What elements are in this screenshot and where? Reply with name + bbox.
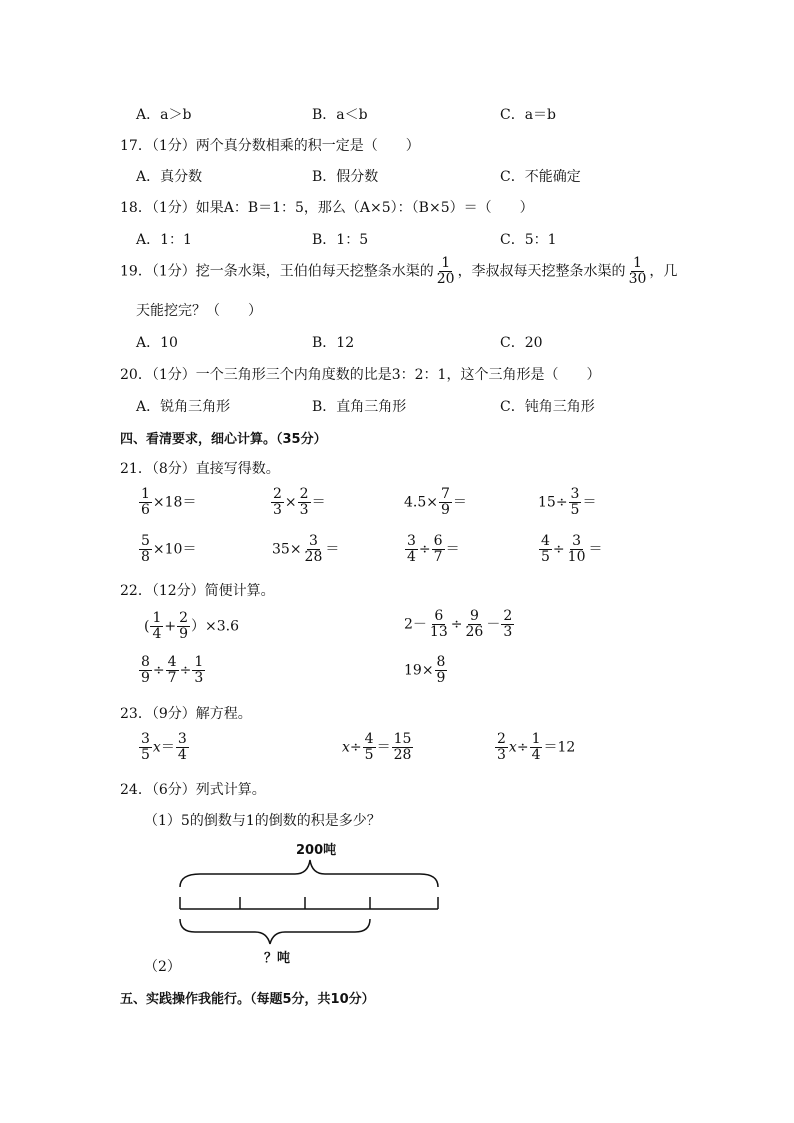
q16-option-b: B．a＜b xyxy=(312,107,368,123)
q22-expr-2: 2－ $\frac{6}{13}$ ÷ $\frac{9}{26}$ － $\frac{2}{3}$ xyxy=(404,608,513,640)
q18-option-c: C．5：1 xyxy=(500,232,557,248)
q21-item-3: 4.5× $\frac{7}{9}$ ＝ xyxy=(404,486,467,518)
q19-option-c: C．20 xyxy=(500,335,543,351)
q21-item-4: 15÷ $\frac{3}{5}$ ＝ xyxy=(538,486,597,518)
q17-option-c: C．不能确定 xyxy=(500,169,581,185)
q17-option-a: A．真分数 xyxy=(136,169,203,185)
q24-sub2: （2） xyxy=(144,959,181,975)
q16-option-a: A．a＞b xyxy=(136,107,192,123)
q18-stem: 18．（1分）如果A：B＝1：5，那么（A×5）：（B×5）＝（ ） xyxy=(120,200,534,216)
q16-option-c: C．a＝b xyxy=(500,107,557,123)
q21-item-1: $\frac{1}{6}$ ×18＝ xyxy=(141,486,197,518)
section-4-heading: 四、看清要求，细心计算。（35分） xyxy=(120,432,327,447)
q21-item-7: $\frac{3}{4}$ ÷ $\frac{6}{7}$ ＝ xyxy=(407,533,460,565)
q21-item-8: $\frac{4}{5}$ ÷ $\frac{3}{10}$ ＝ xyxy=(541,533,603,565)
section-5-heading: 五、实践操作我能行。（每题5分，共10分） xyxy=(120,992,375,1007)
q23-stem: 23．（9分）解方程。 xyxy=(120,706,252,722)
q21-item-2: $\frac{2}{3}$ × $\frac{2}{3}$ ＝ xyxy=(273,486,326,518)
q21-item-5: $\frac{5}{8}$ ×10＝ xyxy=(141,533,197,565)
q23-eq-2: x÷ $\frac{4}{5}$ ＝ $\frac{15}{28}$ xyxy=(342,731,412,763)
q19-stem: 19．（1分）挖一条水渠，王伯伯每天挖整条水渠的 $\frac{1}{20}$ ，李叔叔每天挖整条水渠的 $\frac{1}{30}$ ，几 xyxy=(120,255,678,287)
q22-stem: 22．（12分）简便计算。 xyxy=(120,583,275,599)
bottom-brace xyxy=(180,919,370,944)
q24-sub1: （1）5的倒数与1的倒数的积是多少？ xyxy=(144,813,381,829)
q21-stem: 21．（8分）直接写得数。 xyxy=(120,461,280,477)
q20-option-c: C．钝角三角形 xyxy=(500,399,595,415)
q17-option-b: B．假分数 xyxy=(312,169,379,185)
q18-option-b: B．1：5 xyxy=(312,232,369,248)
diagram-bottom-label: ？吨 xyxy=(264,951,291,966)
q18-option-a: A．1：1 xyxy=(136,232,192,248)
q23-eq-3: $\frac{2}{3}$ x÷ $\frac{1}{4}$ ＝12 xyxy=(497,731,576,763)
top-brace xyxy=(180,860,438,887)
q22-expr-1: ( $\frac{1}{4}$ + $\frac{2}{9}$ ）×3.6 xyxy=(144,610,240,642)
q23-eq-1: $\frac{3}{5}$ x＝ $\frac{3}{4}$ xyxy=(141,731,187,763)
q20-stem: 20．（1分）一个三角形三个内角度数的比是3：2：1，这个三角形是（ ） xyxy=(120,367,601,383)
segment-diagram xyxy=(170,852,450,952)
q17-stem: 17．（1分）两个真分数相乘的积一定是（ ） xyxy=(120,138,420,154)
q19-option-b: B．12 xyxy=(312,335,355,351)
q19-option-a: A．10 xyxy=(136,335,178,351)
q19-stem-cont: 天能挖完？（ ） xyxy=(136,303,262,319)
q21-item-6: 35× $\frac{3}{28}$ ＝ xyxy=(272,533,340,565)
q24-stem: 24．（6分）列式计算。 xyxy=(120,782,266,798)
q22-expr-4: 19× $\frac{8}{9}$ xyxy=(404,654,446,686)
q22-expr-3: $\frac{8}{9}$ ÷ $\frac{4}{7}$ ÷ $\frac{1}{3}$ xyxy=(141,654,204,686)
diagram-top-label: 200吨 xyxy=(296,843,337,858)
q20-option-a: A．锐角三角形 xyxy=(136,399,231,415)
q20-option-b: B．直角三角形 xyxy=(312,399,407,415)
